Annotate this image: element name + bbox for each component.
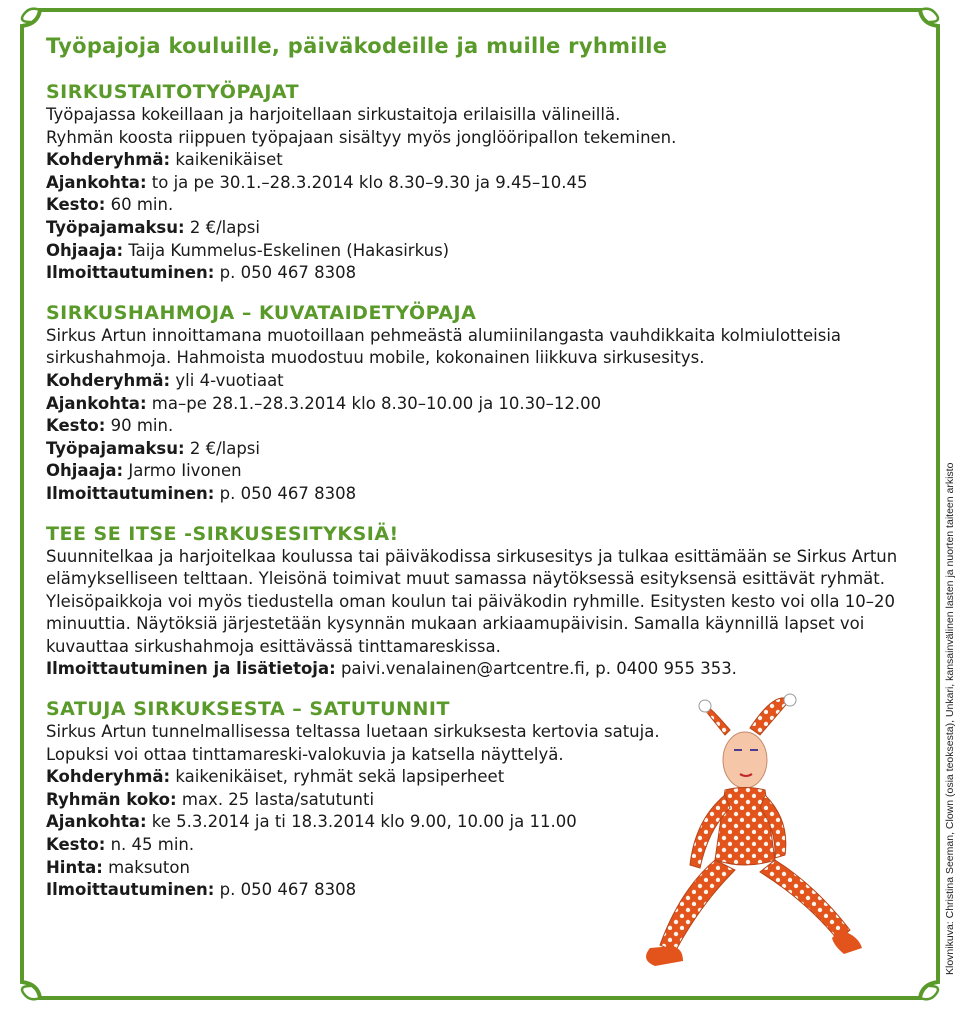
info-value: p. 050 467 8308 <box>214 263 357 283</box>
info-row <box>46 483 916 506</box>
info-label: Ohjaaja: <box>46 461 124 481</box>
info-label: Ilmoittautuminen: <box>46 483 215 503</box>
info-label: Ajankohta: <box>46 812 147 832</box>
info-row <box>46 415 916 438</box>
info-value: Taija Kummelus-Eskelinen (Hakasirkus) <box>123 240 450 260</box>
info-value: n. 45 min. <box>105 835 195 855</box>
page-title: Työpajoja kouluille, päiväkodeille ja muille ryhmille <box>46 34 668 58</box>
section-title: SIRKUSHAHMOJA – KUVATAIDETYÖPAJA <box>46 301 477 324</box>
info-label: Ryhmän koko: <box>46 789 177 809</box>
info-value: ke 5.3.2014 ja ti 18.3.2014 klo 9.00, 10.00 ja 11.00 <box>146 812 577 832</box>
info-value: kaikenikäiset <box>170 150 283 170</box>
info-value: max. 25 lasta/satutunti <box>176 789 375 809</box>
section-tee-se-itse <box>46 522 916 682</box>
info-row <box>46 658 916 681</box>
info-value: 2 €/lapsi <box>184 217 260 237</box>
info-value: p. 050 467 8308 <box>214 483 357 503</box>
section-title: SATUJA SIRKUKSESTA – SATUTUNNIT <box>46 698 450 721</box>
info-value: 2 €/lapsi <box>184 438 260 458</box>
info-label: Työpajamaksu: <box>46 217 185 237</box>
section-title: TEE SE ITSE -SIRKUSESITYKSIÄ! <box>46 522 399 545</box>
section-title: SIRKUSTAITOTYÖPAJAT <box>46 81 300 103</box>
info-label: Kohderyhmä: <box>46 370 171 390</box>
info-label: Työpajamaksu: <box>46 438 185 458</box>
info-value: p. 050 467 8308 <box>214 880 357 900</box>
info-row <box>46 460 916 483</box>
section-sirkushahmoja <box>46 301 916 506</box>
info-value: 60 min. <box>105 195 174 215</box>
section-description: Ryhmän koosta riippuen työpajaan sisältyy myös jonglööripallon tekeminen. <box>46 127 677 147</box>
section-sirkustaitotyopajat <box>46 80 916 285</box>
info-row <box>46 438 916 461</box>
info-label: Kesto: <box>46 416 106 436</box>
info-row <box>46 149 916 172</box>
info-row <box>46 194 916 217</box>
clown-illustration <box>600 690 900 990</box>
info-label: Ohjaaja: <box>46 240 124 260</box>
image-credit: Klovnikuva: Christina Seeman, Clown (osia teoksesta), Unkari, kansainvälinen lasten ja nuorten taiteen arkisto <box>944 462 956 975</box>
info-value: paivi.venalainen@artcentre.fi, p. 0400 955 353. <box>335 659 737 679</box>
info-row <box>46 217 916 240</box>
info-row <box>46 393 916 416</box>
info-label: Kesto: <box>46 195 106 215</box>
info-label: Ilmoittautuminen: <box>46 263 215 283</box>
info-row <box>46 262 916 285</box>
info-label: Ilmoittautuminen ja lisätietoja: <box>46 659 336 679</box>
info-value: yli 4-vuotiaat <box>170 370 284 390</box>
info-row <box>46 370 916 393</box>
info-value: to ja pe 30.1.–28.3.2014 klo 8.30–9.30 ja 9.45–10.45 <box>146 172 588 192</box>
section-description: Sirkus Artun innoittamana muotoillaan pehmeästä alumiinilangasta vauhdikkaita kolmiulotteisia <box>46 325 842 345</box>
info-label: Kohderyhmä: <box>46 767 171 787</box>
info-row <box>46 172 916 195</box>
info-value: kaikenikäiset, ryhmät sekä lapsiperheet <box>170 767 505 787</box>
section-description: Työpajassa kokeillaan ja harjoitellaan sirkustaitoja erilaisilla välineillä. <box>46 105 621 124</box>
section-description: sirkushahmoja. Hahmoista muodostuu mobile, kokonainen liikkuva sirkusesitys. <box>46 348 705 368</box>
info-label: Kesto: <box>46 835 106 855</box>
info-label: Ajankohta: <box>46 172 147 192</box>
info-label: Ilmoittautuminen: <box>46 880 215 900</box>
info-value: 90 min. <box>105 416 174 436</box>
info-label: Kohderyhmä: <box>46 150 171 170</box>
info-value: maksuton <box>102 857 190 877</box>
info-row <box>46 240 916 263</box>
section-description: Sirkus Artun tunnelmallisessa teltassa luetaan sirkuksesta kertovia satuja. <box>46 722 660 742</box>
info-label: Hinta: <box>46 857 103 877</box>
section-description: Suunnitelkaa ja harjoitelkaa koulussa tai päiväkodissa sirkusesitys ja tulkaa esittämään se Sirkus Artun elämykselliseen telttaan. Yleisönä toimivat muut samassa näytöksessä esityksensä esittävät ryhmät. Yleisöpaikkoja voi myös tiedustella oman koulun tai päiväkodin ryhmille. Esitysten kesto voi olla 10–20 minuuttia. Näytöksiä järjestetään kysynnän mukaan arkiaamupäivisin. Samalla käynnillä lapset voi kuvauttaa sirkushahmoja esittävässä tinttamareskissa. <box>46 546 898 656</box>
info-value: ma–pe 28.1.–28.3.2014 klo 8.30–10.00 ja 10.30–12.00 <box>146 393 602 413</box>
info-label: Ajankohta: <box>46 393 147 413</box>
info-value: Jarmo Iivonen <box>123 461 242 481</box>
section-description: Lopuksi voi ottaa tinttamareski-valokuvia ja katsella näyttelyä. <box>46 744 564 764</box>
